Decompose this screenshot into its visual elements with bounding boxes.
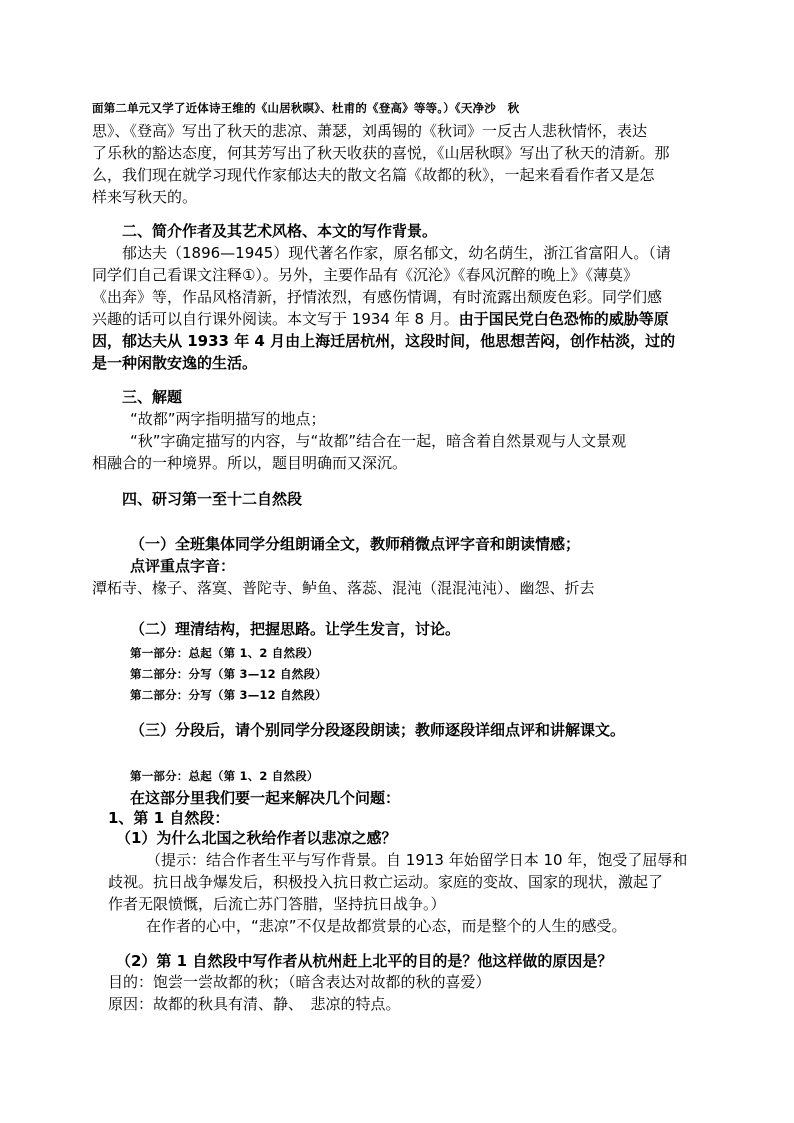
text-line: （提示：结合作者生平与写作背景。自 1913 年始留学日本 10 年，饱受了屈辱和 xyxy=(146,851,688,869)
section-heading: 四、研习第一至十二自然段 xyxy=(122,490,303,508)
section-heading: 二、简介作者及其艺术风格、本文的写作背景。 xyxy=(122,222,438,240)
text-span: 兴趣的话可以自行课外阅读。本文写于 1934 年 8 月。 xyxy=(92,310,459,328)
text-line: 1、第 1 自然段： xyxy=(108,809,230,827)
text-line: 郁达夫（1896—1945）现代著名作家，原名郁文，幼名荫生，浙江省富阳人。（请 xyxy=(122,244,671,262)
text-line: （1）为什么北国之秋给作者以悲凉之感？ xyxy=(116,829,397,847)
text-line: 面第二单元又学了近体诗王维的《山居秋暝》、杜甫的《登高》等等。）《天净沙 秋 xyxy=(92,101,520,115)
text-line: 作者无限愤慨，后流亡苏门答腊，坚持抗日战争。） xyxy=(108,895,446,913)
text-line: 么，我们现在就学习现代作家郁达夫的散文名篇《故都的秋》，一起来看看作者又是怎 xyxy=(92,166,655,184)
text-line: 原因：故都的秋具有清、静、 悲凉的特点。 xyxy=(108,995,401,1013)
text-line: 点评重点字音： xyxy=(130,557,236,575)
subsection-heading: （一）全班集体同学分组朗诵全文，教师稍微点评字音和朗读情感； xyxy=(130,535,581,553)
text-line: “秋”字确定描写的内容，与“故都”结合在一起，暗含着自然景观与人文景观 xyxy=(130,432,627,450)
text-line: 第二部分：分写（第 3—12 自然段） xyxy=(130,688,327,702)
text-line: 第一部分：总起（第 1、2 自然段） xyxy=(130,769,319,783)
text-line: 同学们自己看课文注释①）。另外，主要作品有《沉沦》《春风沉醉的晚上》《薄莫》 xyxy=(92,266,638,284)
text-span-bold: 由于国民党白色恐怖的威胁等原 xyxy=(458,310,669,328)
text-line: 样来写秋天的。 xyxy=(92,188,198,206)
text-line: 潭柘寺、椽子、落寞、普陀寺、鲈鱼、落蕊、混沌（混混沌沌）、幽怨、折去 xyxy=(92,579,595,597)
text-line: 歧视。抗日战争爆发后，积极投入抗日救亡运动。家庭的变故、国家的现状，激起了 xyxy=(108,873,664,891)
text-line: 第二部分：分写（第 3—12 自然段） xyxy=(130,667,327,681)
text-line: 是一种闲散安逸的生活。 xyxy=(92,354,258,372)
subsection-heading: （三）分段后，请个别同学分段逐段朗读；教师逐段详细点评和讲解课文。 xyxy=(130,721,626,739)
subsection-heading: （2）第 1 自然段中写作者从杭州赶上北平的目的是？他这样做的原因是？ xyxy=(116,952,613,970)
section-heading: 三、解题 xyxy=(122,388,183,406)
text-line: 目的：饱尝一尝故都的秋；（暗含表达对故都的秋的喜爱） xyxy=(108,973,491,991)
text-line: 了乐秋的豁达态度，何其芳写出了秋天收获的喜悦，《山居秋暝》写出了秋天的清新。那 xyxy=(92,144,670,162)
text-line: 在作者的心中，“悲凉”不仅是故都赏景的心态，而是整个的人生的感受。 xyxy=(146,917,627,935)
text-line: “故都”两字指明描写的地点； xyxy=(130,410,326,428)
text-line: 因，郁达夫从 1933 年 4 月由上海迁居杭州，这段时间，他思想苦闷，创作枯淡，过的 xyxy=(92,332,676,350)
text-line: 在这部分里我们要一起来解决几个问题： xyxy=(130,789,401,807)
text-line xyxy=(92,309,669,329)
text-line: 第一部分：总起（第 1、2 自然段） xyxy=(130,646,319,660)
text-line: 《出奔》等，作品风格清新，抒情浓烈，有感伤情调，有时流露出颓废色彩。同学们感 xyxy=(92,288,663,306)
text-line: 相融合的一种境界。所以，题目明确而又深沉。 xyxy=(92,454,408,472)
subsection-heading: （二）理清结构，把握思路。让学生发言，讨论。 xyxy=(130,620,461,638)
text-line: 思》、《登高》写出了秋天的悲凉、萧瑟，刘禹锡的《秋词》一反古人悲秋情怀，表达 xyxy=(92,122,648,140)
